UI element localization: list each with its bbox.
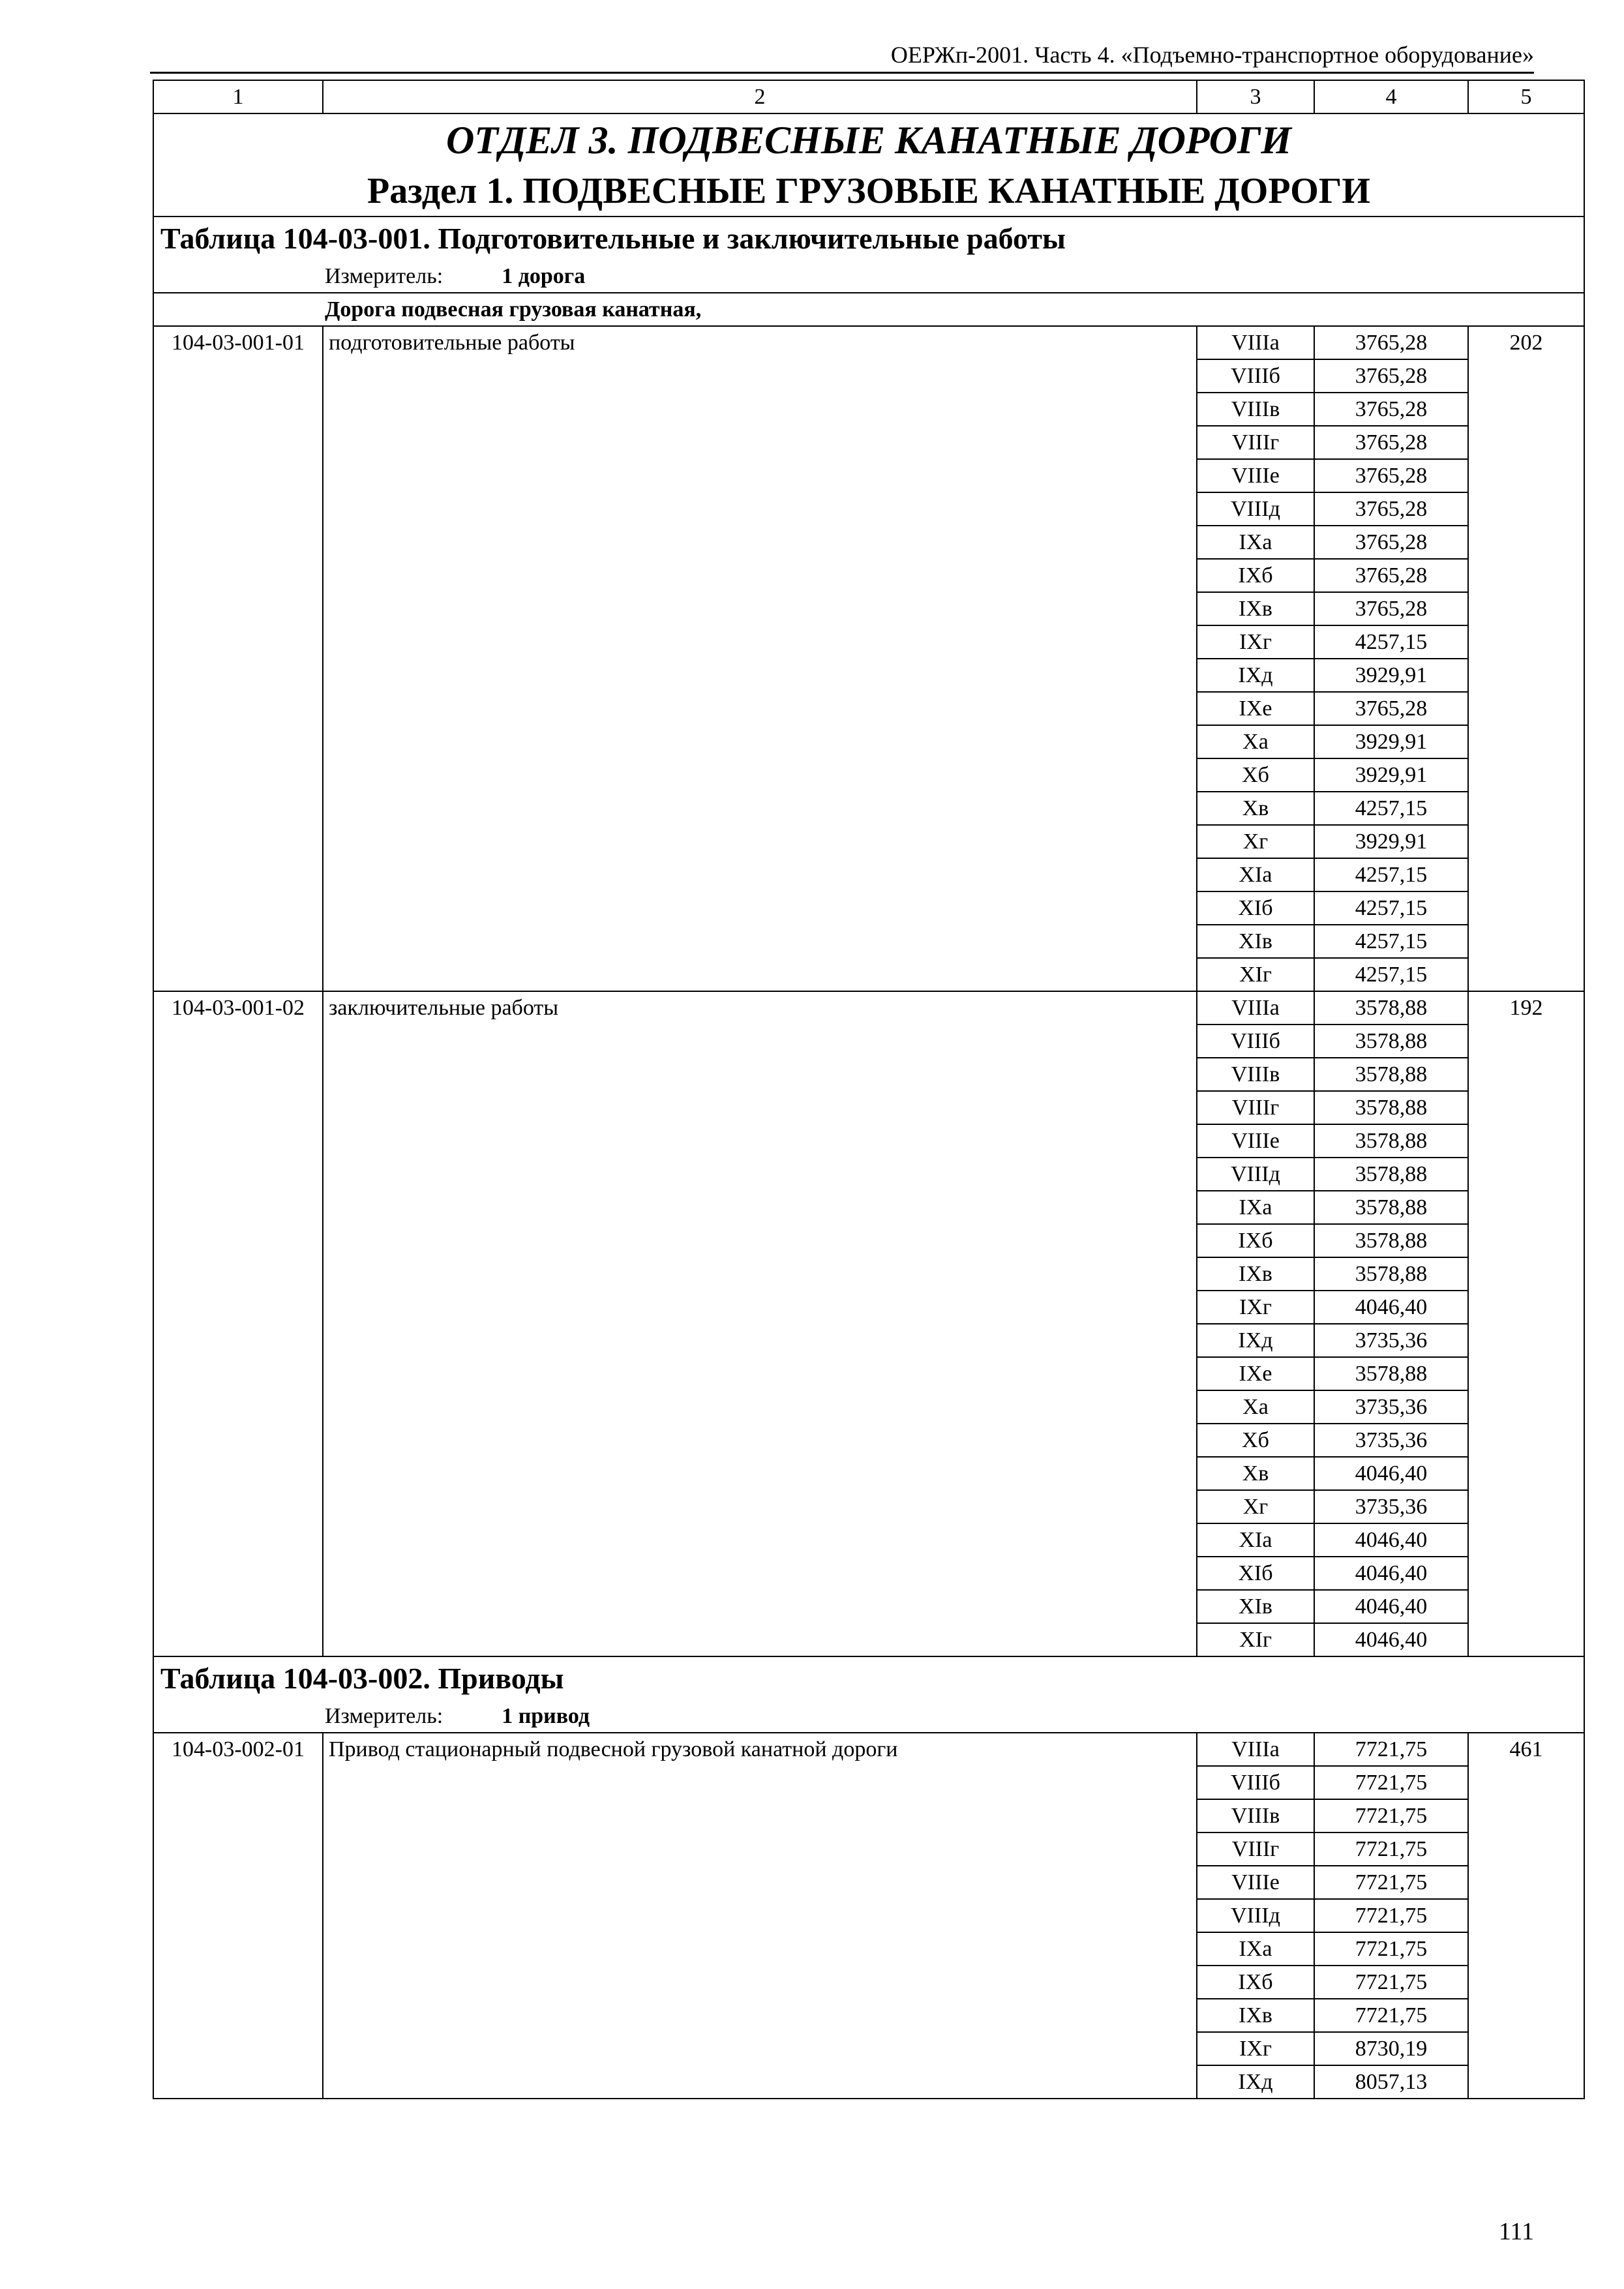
zone-cell: Xг: [1197, 825, 1314, 858]
column-number-row: [153, 80, 1584, 113]
price-cell: 4257,15: [1314, 792, 1468, 825]
section-title: Раздел 1. ПОДВЕСНЫЕ ГРУЗОВЫЕ КАНАТНЫЕ ДОРОГИ: [153, 166, 1584, 217]
price-cell: 3578,88: [1314, 1091, 1468, 1124]
measure-value: 1 дорога: [502, 264, 586, 288]
zone-cell: IXг: [1197, 1291, 1314, 1324]
zone-cell: VIIIд: [1197, 1899, 1314, 1932]
zone-cell: IXд: [1197, 2065, 1314, 2099]
price-cell: 3765,28: [1314, 459, 1468, 492]
price-cell: 3765,28: [1314, 692, 1468, 725]
zone-cell: Xа: [1197, 1390, 1314, 1424]
zone-cell: Xв: [1197, 1457, 1314, 1490]
price-cell: 4257,15: [1314, 925, 1468, 958]
item-description: подготовительные работы: [323, 326, 1197, 991]
column-number: 5: [1468, 80, 1584, 113]
zone-cell: IXе: [1197, 1357, 1314, 1390]
zone-cell: IXд: [1197, 1324, 1314, 1357]
zone-cell: IXб: [1197, 559, 1314, 592]
price-cell: 3735,36: [1314, 1324, 1468, 1357]
price-cell: 3765,28: [1314, 492, 1468, 526]
zone-cell: VIIIв: [1197, 393, 1314, 426]
column-number: 2: [323, 80, 1197, 113]
price-cell: 7721,75: [1314, 1866, 1468, 1899]
zone-cell: VIIIг: [1197, 1833, 1314, 1866]
zone-cell: XIб: [1197, 891, 1314, 925]
price-cell: 3765,28: [1314, 526, 1468, 559]
price-cell: 3735,36: [1314, 1424, 1468, 1457]
price-cell: 4257,15: [1314, 958, 1468, 991]
zone-cell: IXб: [1197, 1224, 1314, 1257]
zone-cell: Xв: [1197, 792, 1314, 825]
price-cell: 3578,88: [1314, 1158, 1468, 1191]
zone-cell: VIIIб: [1197, 1025, 1314, 1058]
zone-cell: IXв: [1197, 1257, 1314, 1291]
price-cell: 4257,15: [1314, 858, 1468, 891]
price-cell: 3578,88: [1314, 1357, 1468, 1390]
zone-cell: XIа: [1197, 1523, 1314, 1557]
zone-cell: XIв: [1197, 1590, 1314, 1623]
price-cell: 7721,75: [1314, 1999, 1468, 2032]
zone-cell: VIIIг: [1197, 1091, 1314, 1124]
zone-cell: IXа: [1197, 526, 1314, 559]
price-cell: 3578,88: [1314, 1224, 1468, 1257]
item-description: заключительные работы: [323, 991, 1197, 1656]
price-cell: 8730,19: [1314, 2032, 1468, 2065]
item-description: Привод стационарный подвесной грузовой канатной дороги: [323, 1733, 1197, 2099]
zone-cell: IXв: [1197, 1999, 1314, 2032]
zone-cell: IXв: [1197, 592, 1314, 625]
measure-value: 1 привод: [502, 1704, 590, 1728]
price-cell: 3765,28: [1314, 326, 1468, 359]
price-cell: 3929,91: [1314, 725, 1468, 758]
zone-cell: IXе: [1197, 692, 1314, 725]
zone-cell: VIIIа: [1197, 991, 1314, 1025]
price-cell: 3578,88: [1314, 1257, 1468, 1291]
zone-cell: Xб: [1197, 1424, 1314, 1457]
column-number: 3: [1197, 80, 1314, 113]
price-cell: 4046,40: [1314, 1590, 1468, 1623]
table-title: Таблица 104-03-002. Приводы: [153, 1656, 1584, 1700]
zone-cell: VIIIб: [1197, 359, 1314, 393]
price-cell: 4046,40: [1314, 1623, 1468, 1656]
measure-row: [153, 260, 1584, 293]
table-title: Таблица 104-03-001. Подготовительные и заключительные работы: [153, 217, 1584, 260]
measure-cell: [153, 1700, 1584, 1733]
zone-cell: VIIIд: [1197, 492, 1314, 526]
zone-cell: VIIIе: [1197, 1124, 1314, 1158]
zone-cell: IXа: [1197, 1191, 1314, 1224]
zone-cell: IXг: [1197, 625, 1314, 659]
zone-cell: XIг: [1197, 958, 1314, 991]
zone-cell: VIIIв: [1197, 1058, 1314, 1091]
price-cell: 7721,75: [1314, 1932, 1468, 1966]
measure-row: [153, 1700, 1584, 1733]
column-number: 4: [1314, 80, 1468, 113]
zone-cell: IXд: [1197, 659, 1314, 692]
zone-cell: Xг: [1197, 1490, 1314, 1523]
group-label: Дорога подвесная грузовая канатная,: [153, 293, 1584, 326]
item-code: 104-03-001-02: [153, 991, 323, 1656]
price-cell: 7721,75: [1314, 1966, 1468, 1999]
price-cell: 4046,40: [1314, 1557, 1468, 1590]
table-title-row: [153, 1656, 1584, 1700]
measure-label: Измеритель:: [325, 264, 444, 288]
zone-cell: IXг: [1197, 2032, 1314, 2065]
header-rule: [150, 72, 1534, 74]
price-cell: 4257,15: [1314, 891, 1468, 925]
price-cell: 4257,15: [1314, 625, 1468, 659]
price-cell: 3578,88: [1314, 991, 1468, 1025]
rates-table: [153, 80, 1585, 2099]
zone-cell: XIб: [1197, 1557, 1314, 1590]
price-cell: 3765,28: [1314, 393, 1468, 426]
measure-label: Измеритель:: [325, 1704, 444, 1728]
item-code: 104-03-002-01: [153, 1733, 323, 2099]
price-cell: 4046,40: [1314, 1291, 1468, 1324]
section-title-row: [153, 166, 1584, 217]
price-cell: 3929,91: [1314, 758, 1468, 792]
department-title-row: [153, 113, 1584, 166]
price-cell: 3929,91: [1314, 825, 1468, 858]
table-row: [153, 326, 1584, 359]
price-cell: 3578,88: [1314, 1124, 1468, 1158]
time-cell: 461: [1468, 1733, 1584, 2099]
department-title: ОТДЕЛ 3. ПОДВЕСНЫЕ КАНАТНЫЕ ДОРОГИ: [153, 113, 1584, 166]
price-cell: 7721,75: [1314, 1799, 1468, 1833]
price-cell: 4046,40: [1314, 1523, 1468, 1557]
price-cell: 3735,36: [1314, 1390, 1468, 1424]
zone-cell: VIIIа: [1197, 326, 1314, 359]
price-cell: 7721,75: [1314, 1833, 1468, 1866]
price-cell: 7721,75: [1314, 1899, 1468, 1932]
price-cell: 3578,88: [1314, 1058, 1468, 1091]
table-row: [153, 1733, 1584, 1766]
price-cell: 3578,88: [1314, 1191, 1468, 1224]
zone-cell: VIIIе: [1197, 1866, 1314, 1899]
zone-cell: Xб: [1197, 758, 1314, 792]
page-number: 111: [1498, 2218, 1534, 2245]
running-header: ОЕРЖп-2001. Часть 4. «Подъемно-транспортное оборудование»: [890, 42, 1534, 68]
price-cell: 8057,13: [1314, 2065, 1468, 2099]
zone-cell: Xа: [1197, 725, 1314, 758]
price-cell: 3578,88: [1314, 1025, 1468, 1058]
zone-cell: VIIIд: [1197, 1158, 1314, 1191]
price-cell: 3765,28: [1314, 592, 1468, 625]
zone-cell: IXа: [1197, 1932, 1314, 1966]
price-cell: 3765,28: [1314, 559, 1468, 592]
zone-cell: IXб: [1197, 1966, 1314, 1999]
price-cell: 7721,75: [1314, 1766, 1468, 1799]
zone-cell: XIг: [1197, 1623, 1314, 1656]
price-cell: 3735,36: [1314, 1490, 1468, 1523]
table-title-row: [153, 217, 1584, 260]
measure-cell: [153, 260, 1584, 293]
zone-cell: VIIIв: [1197, 1799, 1314, 1833]
item-code: 104-03-001-01: [153, 326, 323, 991]
time-cell: 202: [1468, 326, 1584, 991]
time-cell: 192: [1468, 991, 1584, 1656]
group-row: [153, 293, 1584, 326]
price-cell: 4046,40: [1314, 1457, 1468, 1490]
zone-cell: VIIIг: [1197, 426, 1314, 459]
zone-cell: XIв: [1197, 925, 1314, 958]
price-cell: 7721,75: [1314, 1733, 1468, 1766]
table-row: [153, 991, 1584, 1025]
price-cell: 3765,28: [1314, 426, 1468, 459]
price-cell: 3765,28: [1314, 359, 1468, 393]
zone-cell: XIа: [1197, 858, 1314, 891]
zone-cell: VIIIе: [1197, 459, 1314, 492]
zone-cell: VIIIб: [1197, 1766, 1314, 1799]
price-cell: 3929,91: [1314, 659, 1468, 692]
zone-cell: VIIIа: [1197, 1733, 1314, 1766]
column-number: 1: [153, 80, 323, 113]
